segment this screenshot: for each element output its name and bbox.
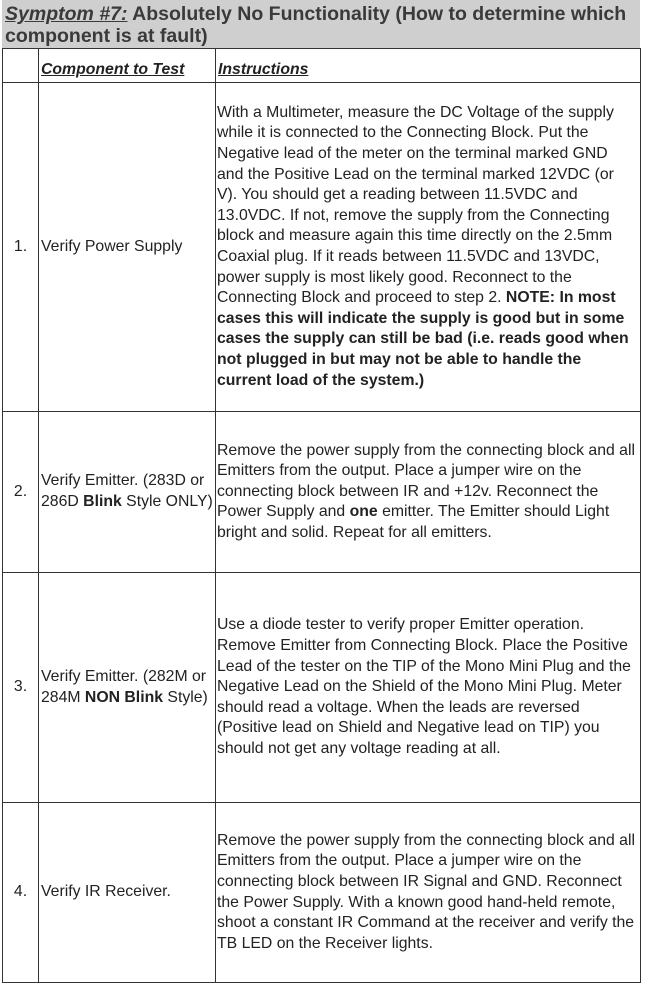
row-number: 3.	[3, 573, 39, 803]
table-row	[3, 803, 641, 983]
header-number-cell	[3, 49, 39, 83]
section-title	[2, 0, 640, 48]
instructions-note: NOTE: In most cases this will indicate the supply is good but in some cases the supply can still be bad (i.e. reads good when not plugged in but may not be able to handle the current load of the system.)	[217, 289, 629, 389]
symptom-description: Absolutely No Functionality (How to determine which component is at fault)	[5, 3, 627, 47]
table-row	[3, 412, 641, 573]
component-emphasis: Blink	[83, 493, 122, 510]
instructions-text: Remove the power supply from the connecting block and all Emitters from the output. Place a jumper wire on the connecting block between IR and +12v. Reconnect the Power Supply and	[217, 441, 635, 521]
component-cell	[39, 412, 216, 573]
component-cell	[39, 573, 216, 803]
instructions-cell	[216, 412, 641, 573]
component-cell: Verify IR Receiver.	[39, 803, 216, 983]
row-number: 2.	[3, 412, 39, 573]
component-emphasis: NON Blink	[84, 688, 164, 706]
component-text: Verify Emitter. (283D or 286D	[41, 472, 205, 510]
instructions-text-end: emitter. The Emitter should Light bright and solid. Repeat for all emitters.	[217, 503, 610, 541]
header-instructions: Instructions	[218, 61, 309, 79]
instructions-emphasis: one	[349, 503, 378, 521]
header-component: Component to Test	[41, 61, 185, 79]
row-number: 4.	[3, 803, 39, 983]
component-text-end: Style)	[163, 688, 208, 706]
symptom-label: Symptom #7:	[5, 3, 128, 25]
table-row	[3, 83, 641, 412]
component-text-end: Style ONLY)	[121, 493, 213, 510]
table-header-row	[3, 49, 641, 83]
row-number: 1.	[3, 83, 39, 412]
instructions-cell: Use a diode tester to verify proper Emitter operation. Remove Emitter from Connecting Block. Place the Positive Lead of the tester on the TIP of the Mono Mini Plug and the Negative Lead on the Shield of the Mono Mini Plug. Meter should read a voltage. When the leads are reversed (Positive lead on Shield and Negative lead on TIP) you should not get any voltage reading at all.	[216, 573, 641, 803]
troubleshooting-table	[2, 48, 641, 983]
component-text: Verify Emitter. (282M or 284M	[41, 667, 207, 706]
instructions-cell: Remove the power supply from the connecting block and all Emitters from the output. Place a jumper wire on the connecting block between IR Signal and GND. Reconnect the Power Supply. With a known good hand-held remote, shoot a constant IR Command at the receiver and verify the TB LED on the Receiver lights.	[216, 803, 641, 983]
instructions-text: With a Multimeter, measure the DC Voltage of the supply while it is connected to the Connecting Block. Put the Negative lead of the meter on the terminal marked GND and the Positive Lead on the terminal marked 12VDC (or V). You should get a reading between 11.5VDC and 13.0VDC. If not, remove the supply from the Connecting block and measure again this time directly on the 2.5mm Coaxial plug. If it reads between 11.5VDC and 13VDC, power supply is most likely good. Reconnect to the Connecting Block and proceed to step 2.	[217, 103, 614, 307]
component-cell: Verify Power Supply	[39, 83, 216, 412]
instructions-cell	[216, 83, 641, 412]
table-row	[3, 573, 641, 803]
